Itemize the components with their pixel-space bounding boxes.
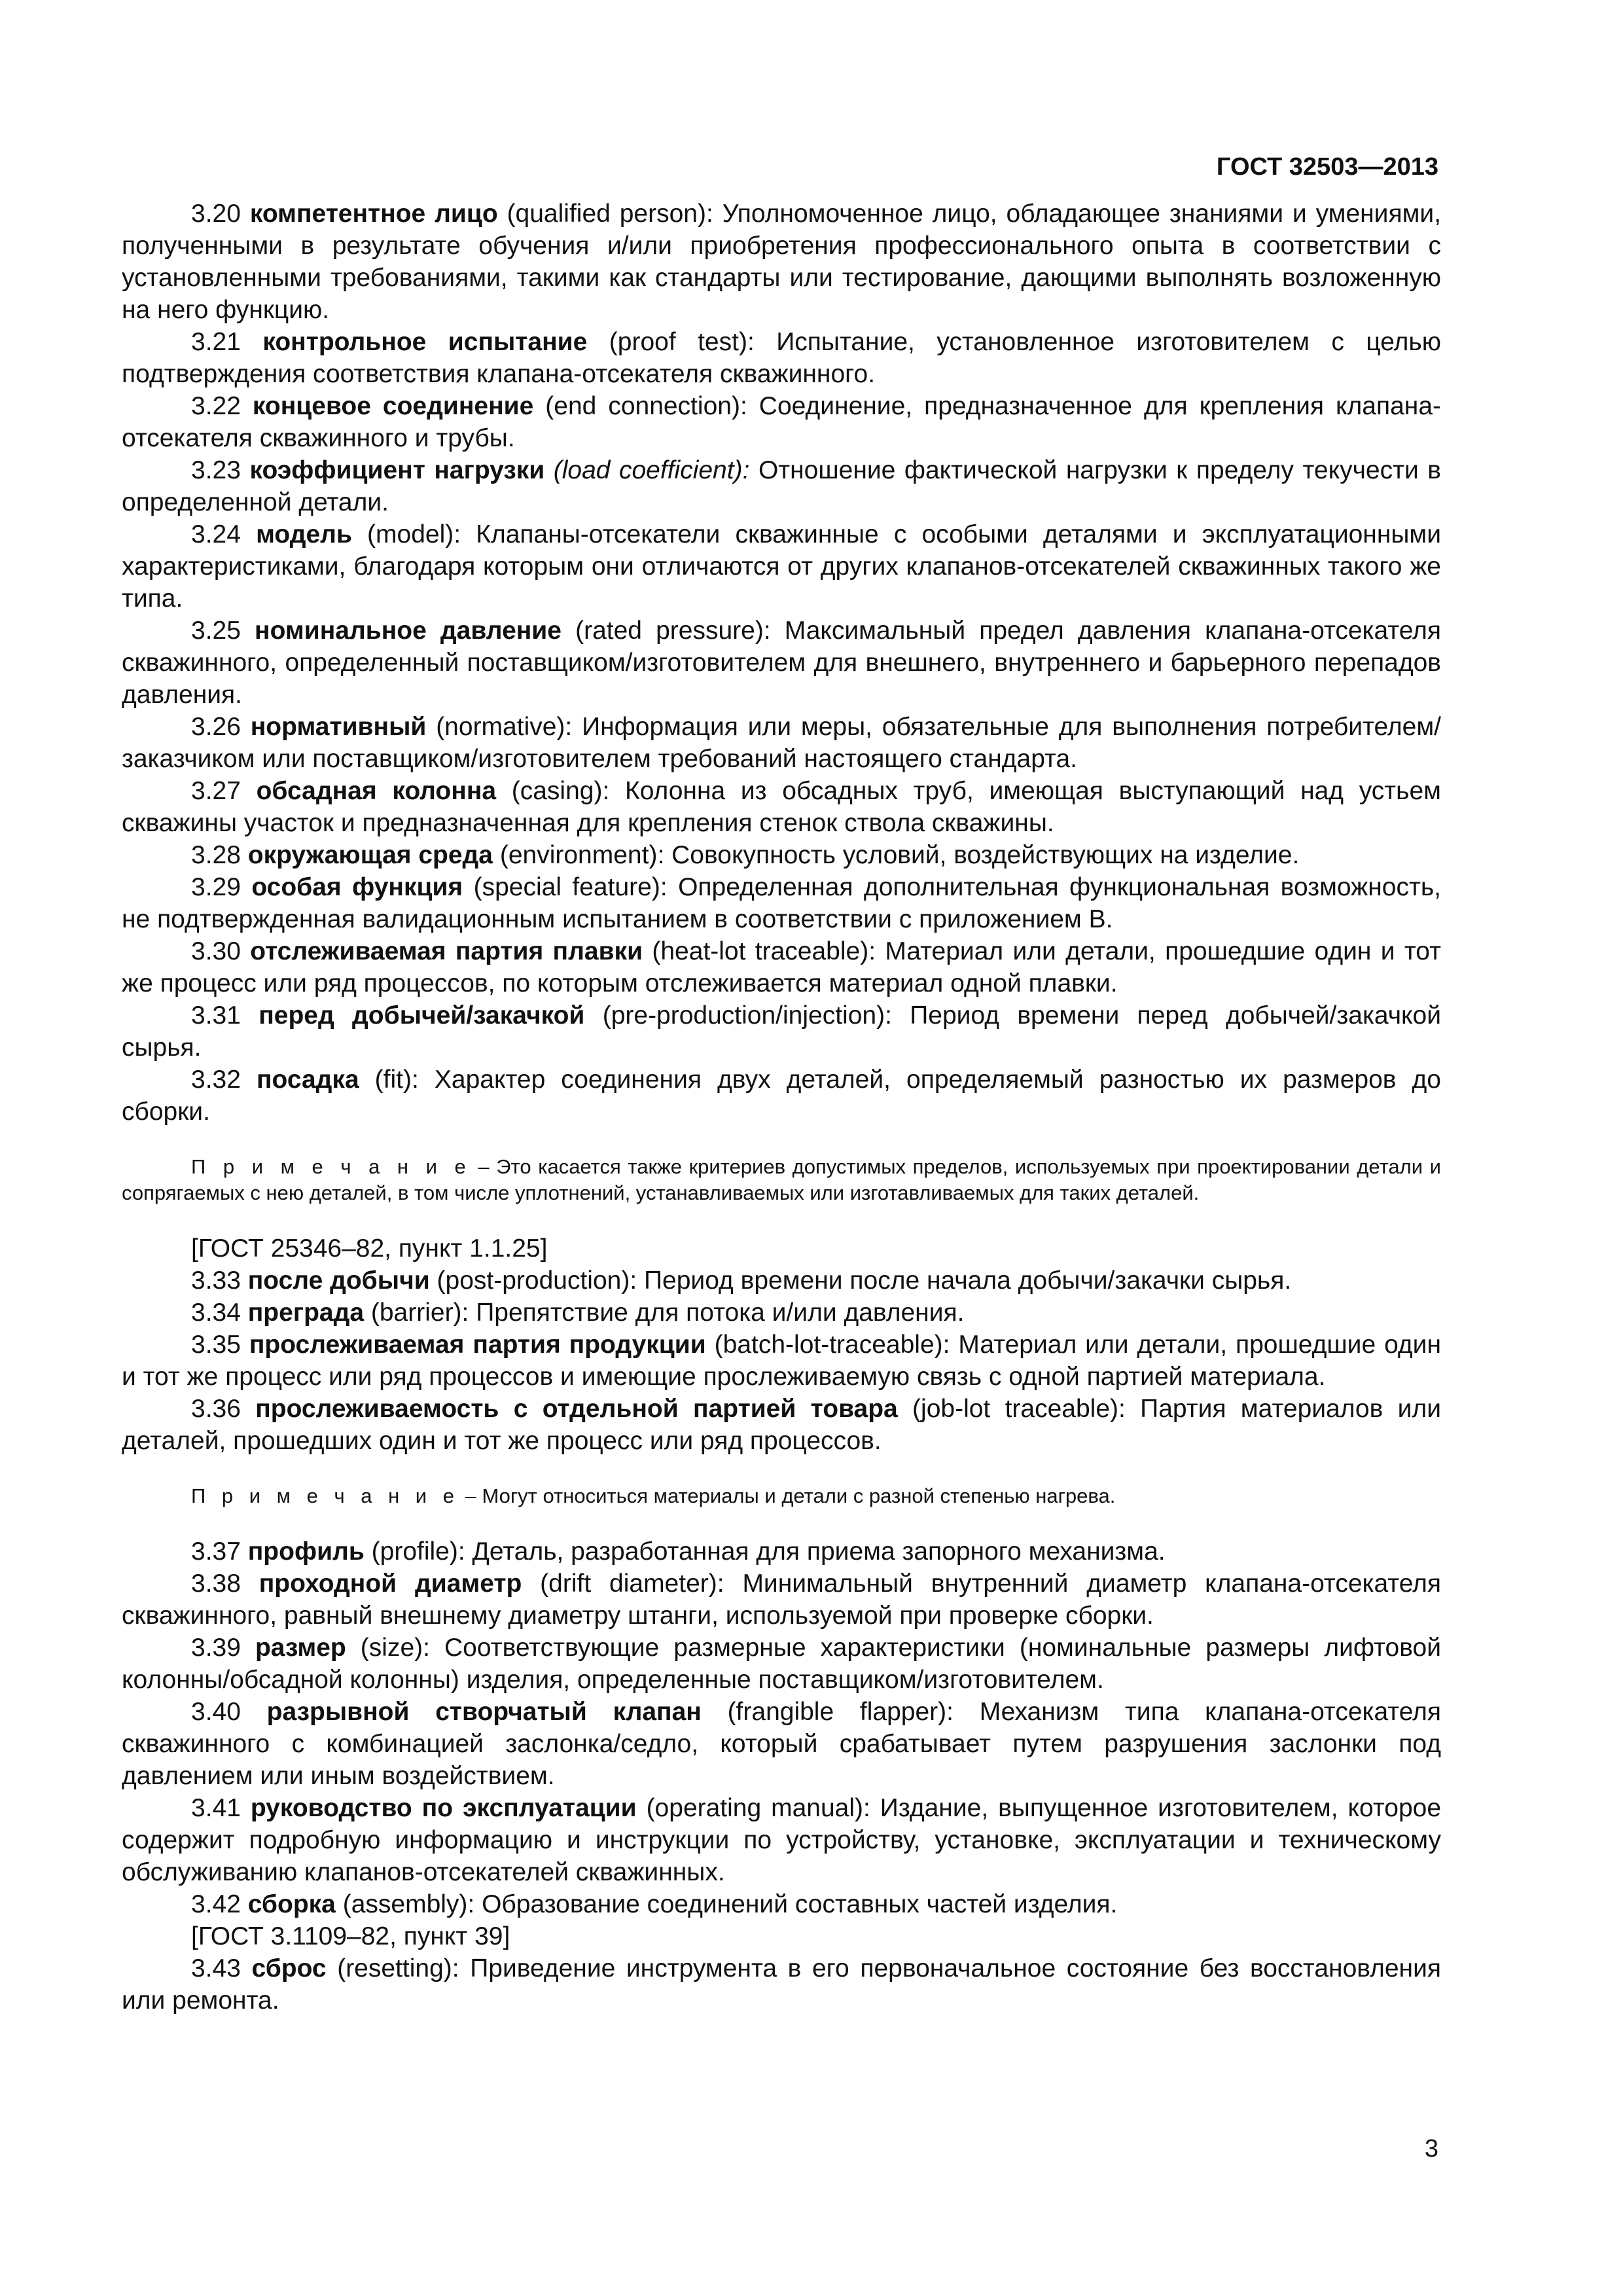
- term-english: (drift diameter):: [522, 1570, 743, 1598]
- term-entry: [122, 1952, 1441, 2017]
- term-entry: [122, 1064, 1441, 1128]
- term-definition: Материал или детали, прошедшие один и тот же процесс или ряд процессов и имеющие прослеживаемую связь с одной партией материала.: [122, 1331, 1441, 1391]
- term-name: обсадная колонна: [256, 777, 497, 805]
- term-name: окружающая среда: [247, 841, 493, 869]
- term-english: (resetting):: [326, 1954, 471, 1982]
- term-entry: [122, 775, 1441, 839]
- term-number: 3.30: [191, 937, 251, 965]
- term-english: (fit):: [359, 1066, 435, 1094]
- term-entry: [122, 839, 1441, 871]
- term-definition: Определенная дополнительная функциональная возможность, не подтвержденная валидационным испытанием в соответствии с приложением В.: [122, 873, 1441, 933]
- term-entry: [122, 1265, 1441, 1297]
- term-entry: [122, 198, 1441, 326]
- document-body: [122, 198, 1441, 2017]
- term-definition: Характер соединения двух деталей, определяемый разностью их размеров до сборки.: [122, 1066, 1441, 1126]
- document-code: ГОСТ 32503—2013: [1216, 153, 1438, 181]
- term-definition: Соединение, предназначенное для крепления клапана-отсекателя скважинного и трубы.: [122, 392, 1441, 452]
- term-entry: [122, 999, 1441, 1064]
- term-name: сборка: [247, 1890, 336, 1918]
- term-entry: [122, 326, 1441, 390]
- term-number: 3.35: [191, 1331, 249, 1359]
- term-entry: [122, 1888, 1441, 1920]
- term-name: концевое соединение: [252, 392, 534, 420]
- term-number: 3.33: [191, 1266, 248, 1295]
- term-english: (proof test):: [587, 328, 777, 356]
- term-definition: Испытание, установленное изготовителем с целью подтверждения соответствия клапана-отсекателя скважинного.: [122, 328, 1441, 388]
- term-name: контрольное испытание: [262, 328, 588, 356]
- term-english: (post-production):: [429, 1266, 644, 1295]
- term-definition: Образование соединений составных частей изделия.: [482, 1890, 1118, 1918]
- term-definition: Минимальный внутренний диаметр клапана-отсекателя скважинного, равный внешнему диаметру штанги, используемой при проверке сборки.: [122, 1570, 1441, 1630]
- term-name: компетентное лицо: [249, 200, 498, 228]
- term-entry: [122, 711, 1441, 775]
- term-english: (job-lot traceable):: [897, 1395, 1141, 1423]
- term-definition: Колонна из обсадных труб, имеющая выступающий над устьем скважины участок и предназначенная для крепления стенок ствола скважины.: [122, 777, 1441, 837]
- term-definition: Материал или детали, прошедшие один и тот же процесс или ряд процессов, по которым отслеживается материал одной плавки.: [122, 937, 1441, 997]
- term-english: (barrier):: [364, 1299, 476, 1327]
- term-definition: Партия материалов или деталей, прошедших один и тот же процесс или ряд процессов.: [122, 1395, 1441, 1455]
- term-number: 3.28: [191, 841, 248, 869]
- term-english: (special feature):: [463, 873, 679, 901]
- term-name: профиль: [247, 1537, 365, 1566]
- term-english: (assembly):: [335, 1890, 482, 1918]
- term-english: (environment):: [493, 841, 672, 869]
- term-number: 3.41: [191, 1794, 251, 1822]
- term-english: (casing):: [496, 777, 625, 805]
- term-name: отслеживаемая партия плавки: [250, 937, 643, 965]
- term-number: 3.21: [191, 328, 263, 356]
- term-entry: [122, 1329, 1441, 1393]
- term-number: 3.22: [191, 392, 253, 420]
- term-definition: Механизм типа клапана-отсекателя скважинного с комбинацией заслонка/седло, который срабатывает путем разрушения заслонки под давлением или иным воздействием.: [122, 1698, 1441, 1790]
- note-label: П р и м е ч а н и е: [191, 1484, 459, 1507]
- term-entry: [122, 1393, 1441, 1457]
- term-number: 3.36: [191, 1395, 256, 1423]
- term-english: (end connection):: [533, 392, 759, 420]
- term-english: (profile):: [364, 1537, 473, 1566]
- term-number: 3.25: [191, 617, 255, 645]
- term-name: проходной диаметр: [259, 1570, 522, 1598]
- term-number: 3.32: [191, 1066, 257, 1094]
- term-entry: [122, 390, 1441, 454]
- term-entry: [122, 1792, 1441, 1888]
- term-name: руководство по эксплуатации: [250, 1794, 637, 1822]
- term-definition: Информация или меры, обязательные для выполнения потребителем/заказчиком или поставщиком/изготовителем требований настоящего стандарта.: [122, 713, 1441, 773]
- term-entry: [122, 615, 1441, 711]
- term-definition: Максимальный предел давления клапана-отсекателя скважинного, определенный поставщиком/изготовителем для внешнего, внутреннего и барьерного перепадов давления.: [122, 617, 1442, 709]
- reference-1: [ГОСТ 25346–82, пункт 1.1.25]: [191, 1234, 548, 1263]
- term-number: 3.27: [191, 777, 257, 805]
- term-name: сброс: [251, 1954, 327, 1982]
- term-entry: [122, 454, 1441, 518]
- term-english: (normative):: [426, 713, 582, 741]
- term-number: 3.20: [191, 200, 250, 228]
- term-english: (load coefficient):: [544, 456, 758, 484]
- note-text: – Могут относиться материалы и детали с разной степенью нагрева.: [465, 1484, 1116, 1507]
- note-text: – Это касается также критериев допустимых пределов, используемых при проектировании детали и сопрягаемых с нею деталей, в том числе уплотнений, устанавливаемых или изготавливаемых для таких деталей.: [122, 1155, 1441, 1204]
- term-english: (heat-lot traceable):: [643, 937, 885, 965]
- terms-group-b: [122, 1265, 1441, 1457]
- term-english: (batch-lot-traceable):: [705, 1331, 959, 1359]
- term-number: 3.39: [191, 1634, 255, 1662]
- term-number: 3.43: [191, 1954, 252, 1982]
- term-english: (qualified person):: [497, 200, 722, 228]
- term-definition: Издание, выпущенное изготовителем, которое содержит подробную информацию и инструкции по устройству, установке, эксплуатации и техническому обслуживанию клапанов-отсекателей скважинных.: [122, 1794, 1442, 1886]
- term-definition: Отношение фактической нагрузки к пределу текучести в определенной детали.: [122, 456, 1441, 516]
- term-name: после добычи: [247, 1266, 430, 1295]
- term-name: прослеживаемость с отдельной партией товара: [255, 1395, 898, 1423]
- term-entry: [122, 871, 1441, 935]
- term-number: 3.37: [191, 1537, 248, 1566]
- term-english: (model):: [351, 520, 476, 548]
- term-number: 3.31: [191, 1001, 259, 1030]
- term-number: 3.24: [191, 520, 257, 548]
- term-name: преграда: [247, 1299, 365, 1327]
- term-definition: Препятствие для потока и/или давления.: [476, 1299, 965, 1327]
- term-definition: Клапаны-отсекатели скважинные с особыми деталями и эксплуатационными характеристиками, благодаря которым они отличаются от других клапанов-отсекателей скважинных такого же типа.: [122, 520, 1442, 613]
- term-number: 3.34: [191, 1299, 248, 1327]
- terms-group-a: [122, 198, 1441, 1128]
- term-definition: Период времени перед добычей/закачкой сырья.: [122, 1001, 1442, 1062]
- terms-group-c: [122, 1535, 1441, 1920]
- term-number: 3.29: [191, 873, 252, 901]
- term-english: (frangible flapper):: [701, 1698, 980, 1726]
- term-entry: [122, 1696, 1441, 1792]
- term-entry: [122, 1632, 1441, 1696]
- term-english: (operating manual):: [636, 1794, 880, 1822]
- term-number: 3.42: [191, 1890, 248, 1918]
- term-number: 3.23: [191, 456, 250, 484]
- note-2: [122, 1483, 1441, 1509]
- terms-group-d: [122, 1952, 1441, 2017]
- term-english: (pre-production/injection):: [584, 1001, 910, 1030]
- term-name: нормативный: [250, 713, 427, 741]
- term-entry: [122, 1297, 1441, 1329]
- term-number: 3.40: [191, 1698, 267, 1726]
- page-number: 3: [1424, 2135, 1438, 2162]
- term-name: особая функция: [251, 873, 463, 901]
- term-entry: [122, 935, 1441, 999]
- term-entry: [122, 1568, 1441, 1632]
- term-name: коэффициент нагрузки: [249, 456, 545, 484]
- term-name: перед добычей/закачкой: [259, 1001, 585, 1030]
- term-name: прослеживаемая партия продукции: [249, 1331, 706, 1359]
- term-entry: [122, 1535, 1441, 1568]
- reference-2: [ГОСТ 3.1109–82, пункт 39]: [191, 1922, 510, 1950]
- term-definition: Соответствующие размерные характеристики (номинальные размеры лифтовой колонны/обсадной колонны) изделия, определенные поставщиком/изготовителем.: [122, 1634, 1441, 1694]
- term-name: номинальное давление: [255, 617, 562, 645]
- term-english: (size):: [346, 1634, 445, 1662]
- term-name: посадка: [256, 1066, 359, 1094]
- term-number: 3.38: [191, 1570, 259, 1598]
- term-number: 3.26: [191, 713, 251, 741]
- term-definition: Деталь, разработанная для приема запорного механизма.: [472, 1537, 1166, 1566]
- term-entry: [122, 518, 1441, 615]
- term-name: модель: [256, 520, 352, 548]
- term-definition: Приведение инструмента в его первоначальное состояние без восстановления или ремонта.: [122, 1954, 1441, 2015]
- term-definition: Совокупность условий, воздействующих на изделие.: [671, 841, 1300, 869]
- term-english: (rated pressure):: [561, 617, 785, 645]
- term-definition: Уполномоченное лицо, обладающее знаниями и умениями, полученными в результате обучения и/или приобретения профессионального опыта в соответствии с установленными требованиями, такими как стандарты или тестирование, дающими выполнять возложенную на него функцию.: [122, 200, 1442, 324]
- term-name: разрывной створчатый клапан: [266, 1698, 702, 1726]
- term-name: размер: [255, 1634, 346, 1662]
- note-label: П р и м е ч а н и е: [191, 1155, 471, 1178]
- term-definition: Период времени после начала добычи/закачки сырья.: [644, 1266, 1292, 1295]
- note-1: [122, 1154, 1441, 1206]
